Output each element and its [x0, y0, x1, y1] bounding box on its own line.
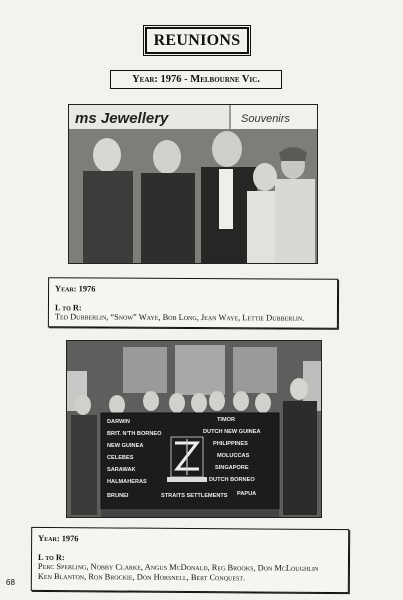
banner-right-0: TIMOR — [217, 417, 236, 423]
caption-2-names-line-2: Ken Blanton, Ron Brockie, Don Horsnell, Bert Conquest. — [37, 571, 246, 583]
page-title: REUNIONS — [145, 27, 249, 54]
banner-right-6: PAPUA — [237, 491, 257, 497]
banner-left-3: CELEBES — [107, 455, 134, 461]
caption-2-year: Year: 1976 — [38, 533, 79, 544]
banner-right-4: SINGAPORE — [215, 465, 249, 471]
banner-left-1: BRIT. N'TH BORNEO — [107, 431, 162, 437]
reunion-photo-2 — [66, 340, 322, 518]
banner-left-0: DARWIN — [107, 419, 130, 425]
banner-left-2: NEW GUINEA — [107, 443, 144, 449]
caption-1-year: Year: 1976 — [55, 284, 96, 294]
banner-left-5: HALMAHERAS — [107, 479, 147, 485]
banner-right-3: MOLUCCAS — [217, 453, 250, 459]
caption-box-1 — [48, 277, 338, 329]
caption-1-names: Ted Dubberlin, “Snow” Waye, Bob Long, Jean Waye, Lettie Dubberlin. — [54, 312, 305, 323]
page-number: 68 — [6, 578, 15, 587]
banner-left-6: BRUNEI — [107, 493, 129, 499]
photo-2-illustration — [67, 341, 322, 518]
page-subtitle: Year: 1976 - Melbourne Vic. — [110, 70, 282, 89]
shop-sign-right: Souvenirs — [241, 113, 290, 125]
caption-2-names-line-1: Perc Sperling, Nobby Clarke, Angus McDonald, Reg Brooks, Don McLoughlin — [37, 561, 319, 573]
banner-right-1: DUTCH NEW GUINEA — [203, 429, 261, 435]
banner-left-4: SARAWAK — [107, 467, 136, 473]
shop-sign-left: ms Jewellery — [75, 110, 169, 127]
banner-bottom: STRAITS SETTLEMENTS — [161, 493, 228, 499]
banner-right-5: DUTCH BORNEO — [209, 477, 255, 483]
caption-box-2 — [31, 527, 349, 593]
z-special-unit-emblem — [167, 437, 207, 482]
caption-2-lr: L to R: — [37, 552, 65, 563]
caption-1-lr: L to R: — [54, 303, 82, 313]
banner-right-2: PHILIPPINES — [213, 441, 248, 447]
reunion-photo-1 — [68, 104, 318, 264]
photo-1-illustration — [69, 105, 318, 264]
